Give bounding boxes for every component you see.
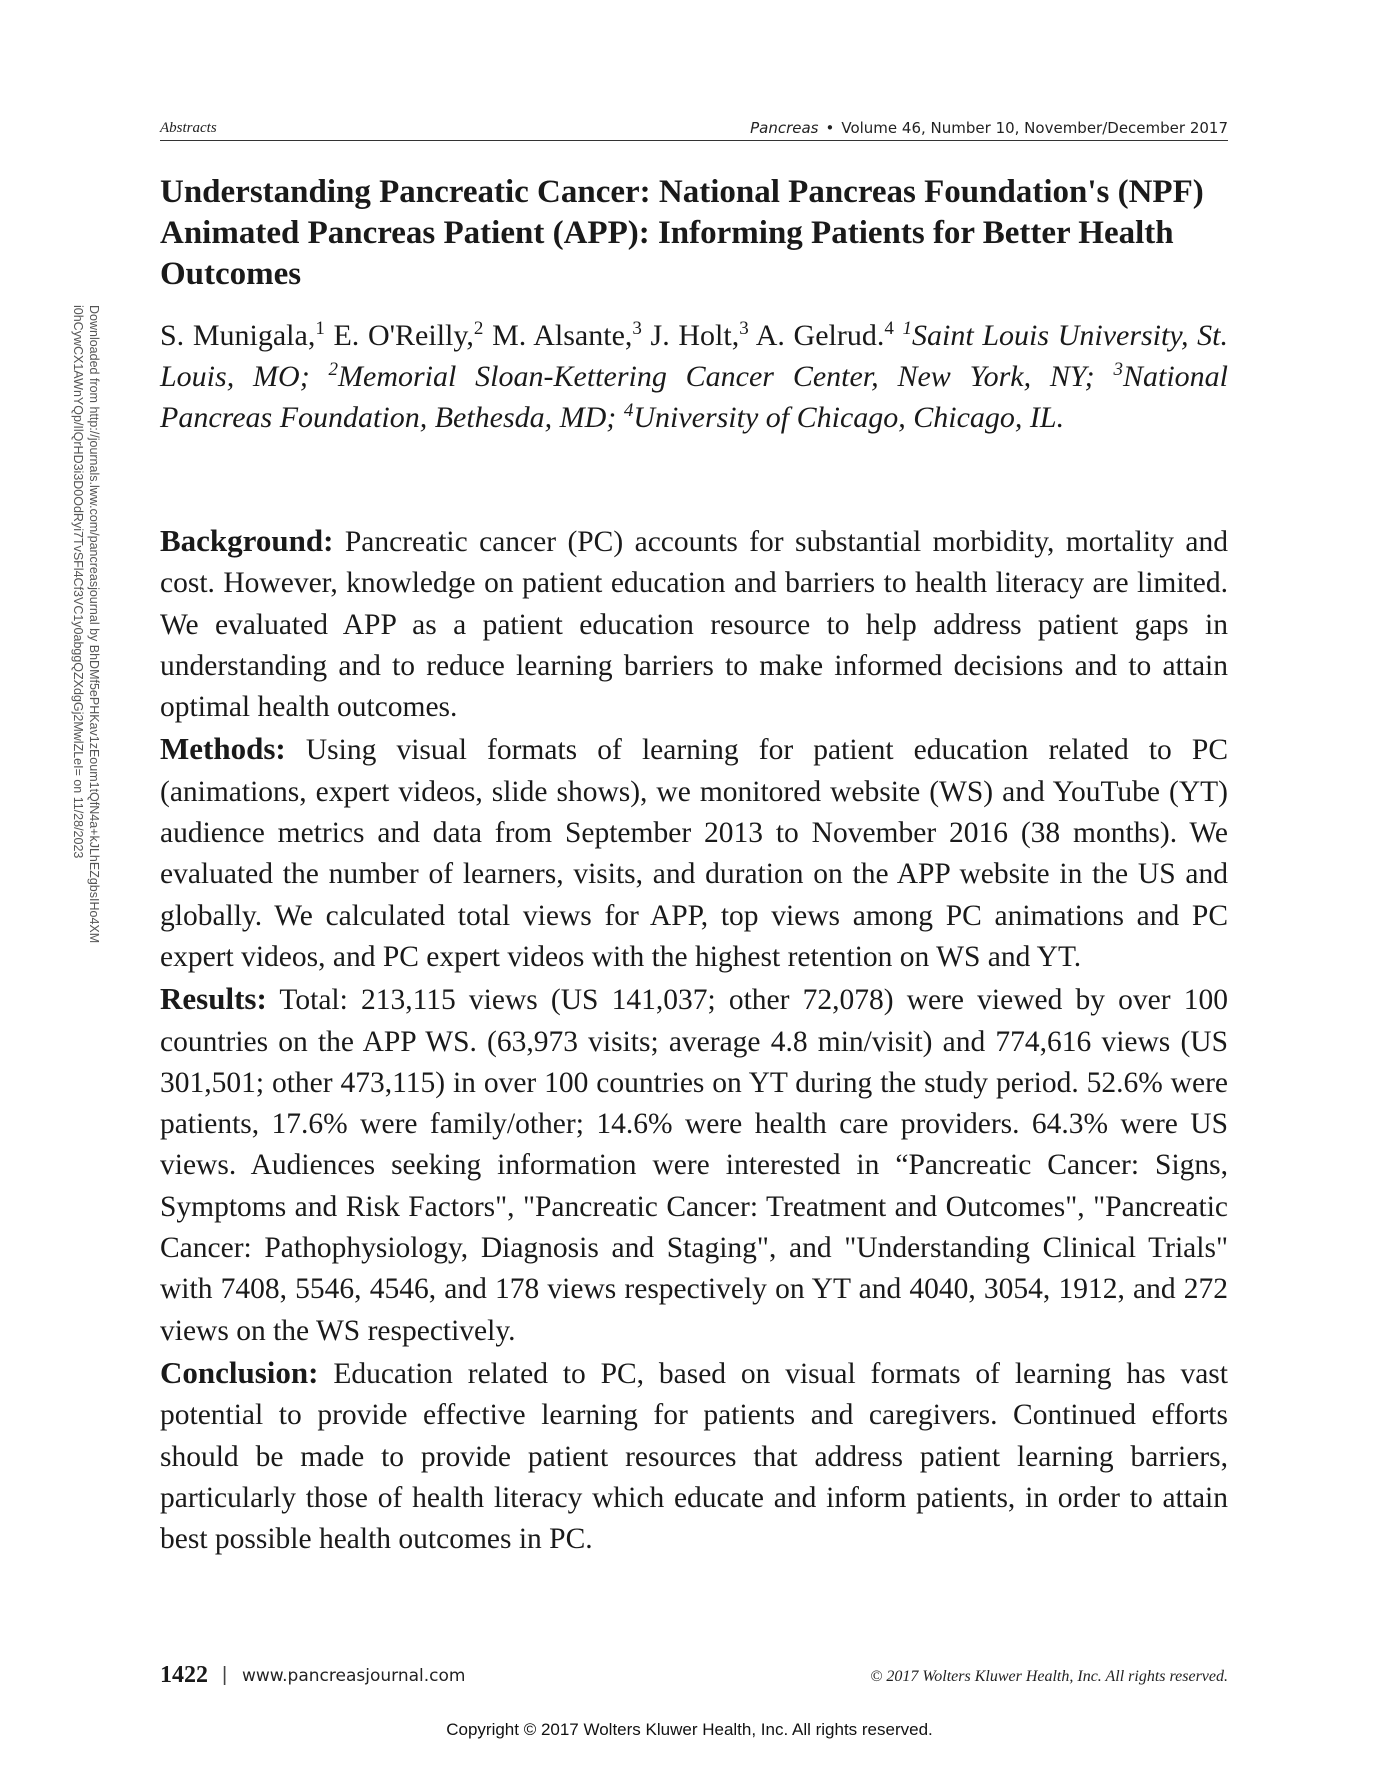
author-3-sup: 3	[632, 318, 642, 339]
footer-copyright: © 2017 Wolters Kluwer Health, Inc. All rights reserved.	[870, 1668, 1228, 1685]
affiliation-2-sup: 2	[328, 359, 339, 380]
affiliation-3-sup: 3	[1113, 359, 1123, 380]
affiliation-1-sup: 1	[902, 318, 913, 339]
methods-paragraph	[160, 728, 1228, 978]
author-5: A. Gelrud.	[748, 319, 885, 352]
author-4: J. Holt,	[641, 319, 740, 352]
background-heading: Background:	[160, 523, 334, 558]
results-heading: Results:	[160, 981, 267, 1017]
page-number: 1422	[160, 1662, 208, 1688]
background-paragraph	[160, 520, 1228, 728]
download-watermark	[62, 305, 102, 995]
watermark-line-2: i0hCywCX1AWnYQp/IlQrHD3i3D0OdRyi7TvSFl4Cf3VC1y0abggQZXdgGj2MwlZLeI= on 11/28/2023	[71, 305, 85, 859]
methods-heading: Methods:	[160, 731, 286, 767]
journal-website-link[interactable]: www.pancreasjournal.com	[242, 1666, 466, 1686]
affiliation-1: Saint Louis University, St. Louis, MO;	[160, 319, 1229, 393]
conclusion-paragraph	[160, 1352, 1228, 1560]
background-text: Pancreatic cancer (PC) accounts for substantial morbidity, mortality and cost. However, knowledge on patient education and barriers to health literacy are limited. We evaluated APP as a patient education resource to help address patient gaps in understanding and to reduce learning barriers to make informed decisions and to attain optimal health outcomes.	[160, 526, 1228, 724]
section-label: Abstracts	[160, 120, 217, 136]
affiliation-4: University of Chicago, Chicago, IL.	[633, 401, 1065, 434]
author-2: E. O'Reilly,	[324, 319, 474, 352]
author-1-sup: 1	[315, 318, 325, 339]
article-title: Understanding Pancreatic Cancer: National Pancreas Foundation's (NPF) Animated Pancreas Patient (APP): Informing Patients for Better Health Outcomes	[160, 174, 1204, 292]
author-affiliations	[160, 315, 1228, 438]
page-footer	[160, 1662, 1228, 1692]
affiliation-4-sup: 4	[623, 400, 634, 421]
affiliation-3: National Pancreas Foundation, Bethesda, MD;	[160, 360, 1229, 434]
conclusion-text: Education related to PC, based on visual formats of learning has vast potential to provide effective learning for patients and caregivers. Continued efforts should be made to provide patient resources that address patient learning barriers, particularly those of health literacy which educate and inform patients, in order to attain best possible health outcomes in PC.	[160, 1357, 1228, 1556]
journal-citation	[750, 119, 1228, 137]
methods-text: Using visual formats of learning for patient education related to PC (animations, expert videos, slide shows), we monitored website (WS) and YouTube (YT) audience metrics and data from September 2013 to November 2016 (38 months). We evaluated the number of learners, visits, and duration on the APP website in the US and globally. We calculated total views for APP, top views among PC animations and PC expert videos, and PC expert videos with the highest retention on WS and YT.	[160, 734, 1228, 973]
results-text: Total: 213,115 views (US 141,037; other 72,078) were viewed by over 100 countries on the APP WS. (63,973 visits; average 4.8 min/visit) and 774,616 views (US 301,501; other 473,115) in over 100 countries on YT during the study period. 52.6% were patients, 17.6% were family/other; 14.6% were health care providers. 64.3% were US views. Audiences seeking information were interested in “Pancreatic Cancer: Signs, Symptoms and Risk Factors", "Pancreatic Cancer: Treatment and Outcomes", "Pancreatic Cancer: Pathophysiology, Diagnosis and Staging", and "Understanding Clinical Trials" with 7408, 5546, 4546, and 178 views respectively on YT and 4040, 3054, 1912, and 272 views on the WS respectively.	[160, 984, 1229, 1347]
watermark-line-1: Downloaded from http://journals.lww.com/pancreasjournal by BhDMf5ePHKav1zEoum1tQfN4a+kJLhEZgbsIHo4XM	[87, 305, 101, 944]
volume-issue: Volume 46, Number 10, November/December 2017	[841, 119, 1228, 137]
author-1: S. Munigala,	[160, 319, 316, 352]
abstract-body	[160, 520, 1228, 1560]
author-4-sup: 3	[739, 318, 749, 339]
author-3: M. Alsante,	[483, 319, 633, 352]
conclusion-heading: Conclusion:	[160, 1354, 319, 1390]
running-header	[160, 116, 1228, 141]
results-paragraph	[160, 978, 1228, 1352]
author-5-sup: 4	[884, 318, 894, 339]
author-2-sup: 2	[473, 318, 484, 339]
footer-separator: |	[222, 1664, 228, 1686]
journal-name: Pancreas	[750, 119, 819, 137]
affiliation-2: Memorial Sloan-Kettering Cancer Center, New York, NY;	[338, 360, 1114, 393]
bottom-copyright: Copyright © 2017 Wolters Kluwer Health, Inc. All rights reserved.	[446, 1720, 933, 1739]
header-bullet: •	[825, 119, 835, 137]
